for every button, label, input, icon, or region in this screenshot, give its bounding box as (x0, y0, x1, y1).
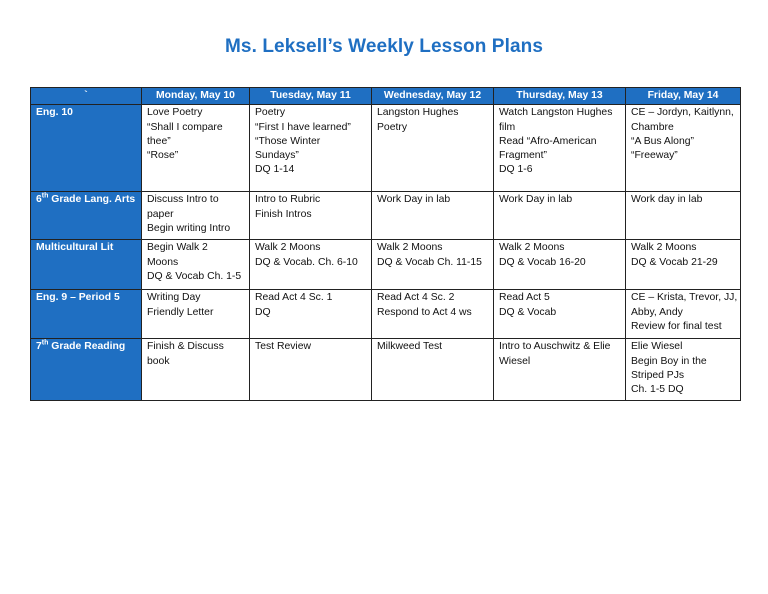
table-row (31, 192, 741, 240)
lesson-line: Chambre (631, 121, 674, 133)
lesson-line: DQ & Vocab Ch. 11-15 (377, 256, 482, 268)
lesson-line: Ch. 1-5 DQ (631, 384, 684, 396)
lesson-line: DQ & Vocab 16-20 (499, 256, 586, 268)
lesson-cell (626, 192, 741, 240)
lesson-line: Begin Walk 2 (147, 242, 208, 254)
lesson-cell (494, 339, 626, 401)
lesson-line: DQ & Vocab Ch. 1-5 (147, 270, 242, 282)
lesson-cell (626, 339, 741, 401)
class-name: Eng. 9 – Period 5 (31, 290, 142, 339)
lesson-line: Milkweed Test (377, 341, 443, 353)
lesson-line: Striped PJs (631, 369, 685, 381)
lesson-line: Test Review (255, 341, 312, 353)
lesson-cell (250, 105, 372, 192)
lesson-line: Work Day in lab (499, 194, 573, 206)
lesson-line: Discuss Intro to (147, 194, 219, 206)
page-title: Ms. Leksell’s Weekly Lesson Plans (224, 36, 543, 57)
lesson-cell (250, 290, 372, 339)
day-header-monday: Monday, May 10 (142, 88, 250, 105)
lesson-cell (142, 192, 250, 240)
corner-cell: ` (31, 88, 142, 105)
table-row (31, 290, 741, 339)
lesson-line: film (499, 121, 516, 133)
lesson-cell (626, 240, 741, 290)
lesson-cell (142, 240, 250, 290)
class-name: Multicultural Lit (31, 240, 142, 290)
lesson-line: Walk 2 Moons (499, 242, 565, 254)
lesson-line: Begin Boy in the (631, 355, 707, 367)
header-row (31, 88, 741, 105)
lesson-line: CE – Krista, Trevor, JJ, (631, 292, 738, 304)
lesson-line: CE – Jordyn, Kaitlynn, (631, 107, 734, 119)
class-name-number: 7 (36, 341, 42, 353)
table-row (31, 339, 741, 401)
lesson-line: Langston Hughes (377, 107, 459, 119)
table-row (31, 240, 741, 290)
lesson-line: DQ & Vocab 21-29 (631, 256, 718, 268)
class-name-number: 6 (36, 194, 42, 206)
lesson-line: Wiesel (499, 355, 531, 367)
class-name: Eng. 10 (31, 105, 142, 192)
lesson-cell (372, 240, 494, 290)
class-name-text: Grade Lang. Arts (48, 194, 136, 206)
day-header-friday: Friday, May 14 (626, 88, 741, 105)
lesson-line: “Shall I compare (147, 121, 223, 133)
lesson-line: Work Day in lab (377, 194, 451, 206)
lesson-line: DQ & Vocab (499, 306, 557, 318)
lesson-line: Review for final test (631, 320, 722, 332)
lesson-cell (494, 105, 626, 192)
lesson-line: book (147, 355, 170, 367)
lesson-line: Intro to Rubric (255, 194, 321, 206)
lesson-line: DQ 1-14 (255, 164, 295, 176)
lesson-line: Poetry (377, 121, 408, 133)
lesson-line: Read Act 4 Sc. 2 (377, 292, 455, 304)
day-header-tuesday: Tuesday, May 11 (250, 88, 372, 105)
lesson-plan-table (30, 87, 741, 401)
lesson-cell (372, 192, 494, 240)
lesson-line: Finish & Discuss (147, 341, 224, 353)
lesson-cell (142, 290, 250, 339)
class-name-ordinal: th (41, 339, 49, 347)
lesson-line: Elie Wiesel (631, 341, 683, 353)
lesson-cell (250, 240, 372, 290)
lesson-cell (372, 339, 494, 401)
lesson-line: Respond to Act 4 ws (377, 306, 472, 318)
lesson-line: DQ (255, 306, 271, 318)
class-name-ordinal: th (41, 192, 49, 200)
lesson-line: “Rose” (147, 150, 179, 162)
lesson-line: DQ 1-6 (499, 164, 533, 176)
lesson-line: Love Poetry (147, 107, 203, 119)
lesson-line: Work day in lab (631, 194, 703, 206)
lesson-line: Walk 2 Moons (631, 242, 697, 254)
lesson-cell (494, 192, 626, 240)
lesson-line: Sundays” (255, 150, 299, 162)
lesson-cell (250, 192, 372, 240)
lesson-line: “Freeway” (631, 150, 678, 162)
lesson-cell (626, 290, 741, 339)
lesson-cell (372, 290, 494, 339)
lesson-line: paper (147, 208, 174, 220)
lesson-line: “Those Winter (255, 135, 321, 147)
lesson-line: Walk 2 Moons (377, 242, 443, 254)
lesson-line: Walk 2 Moons (255, 242, 321, 254)
lesson-line: Intro to Auschwitz & Elie (499, 341, 611, 353)
lesson-line: “A Bus Along” (631, 135, 694, 147)
lesson-line: DQ & Vocab. Ch. 6-10 (255, 256, 358, 268)
lesson-line: Fragment” (499, 150, 547, 162)
class-name (31, 339, 142, 401)
lesson-line: thee” (147, 135, 171, 147)
lesson-line: Poetry (255, 107, 286, 119)
lesson-cell (494, 290, 626, 339)
lesson-line: Friendly Letter (147, 306, 214, 318)
lesson-cell (494, 240, 626, 290)
lesson-line: Read Act 4 Sc. 1 (255, 292, 333, 304)
lesson-line: Read “Afro-American (499, 135, 597, 147)
lesson-cell (142, 105, 250, 192)
lesson-line: Abby, Andy (631, 306, 683, 318)
lesson-line: Read Act 5 (499, 292, 550, 304)
lesson-cell (372, 105, 494, 192)
day-header-thursday: Thursday, May 13 (494, 88, 626, 105)
lesson-line: Finish Intros (255, 208, 312, 220)
day-header-wednesday: Wednesday, May 12 (372, 88, 494, 105)
table-row (31, 105, 741, 192)
lesson-line: Moons (147, 256, 179, 268)
class-name-text: Grade Reading (48, 341, 126, 353)
lesson-cell (142, 339, 250, 401)
lesson-line: “First I have learned” (255, 121, 351, 133)
class-name (31, 192, 142, 240)
lesson-line: Watch Langston Hughes (499, 107, 613, 119)
lesson-line: Begin writing Intro (147, 222, 231, 234)
lesson-cell (626, 105, 741, 192)
lesson-cell (250, 339, 372, 401)
lesson-line: Writing Day (147, 292, 201, 304)
